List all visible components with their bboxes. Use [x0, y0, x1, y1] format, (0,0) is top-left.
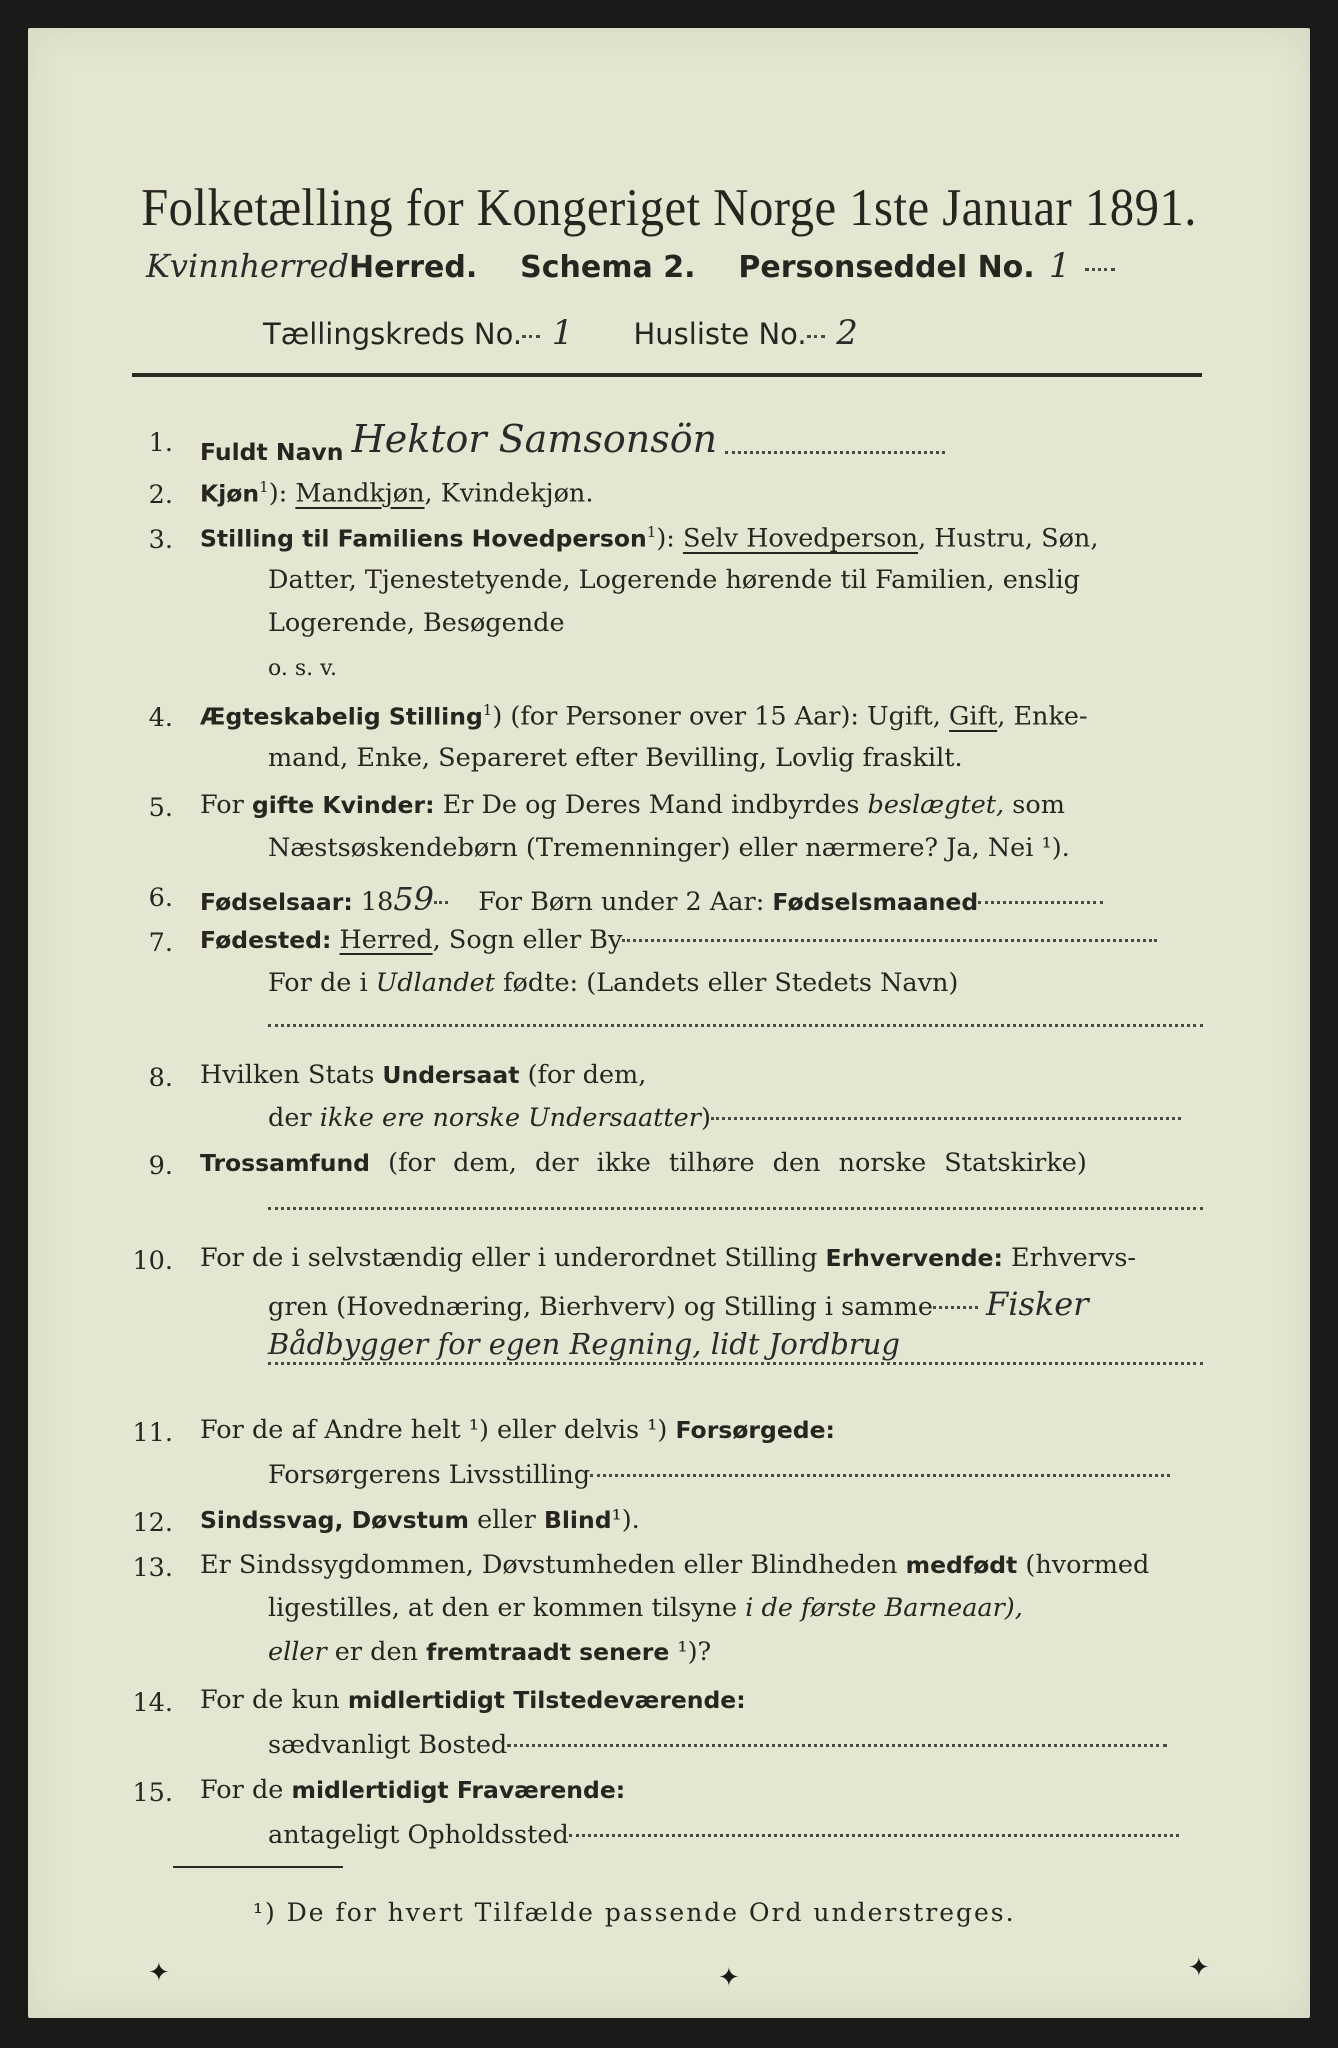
item-13-line3-label: fremtraadt senere [426, 1638, 670, 1666]
item-8-pre: Hvilken Stats [200, 1060, 375, 1090]
item-2-label: Kjøn [200, 479, 260, 508]
item-8-number: 8. [148, 1063, 173, 1093]
occupation-value-2: Bådbygger for egen Regning, lidt Jordbrug [268, 1330, 1203, 1365]
item-7-number: 7. [148, 928, 173, 958]
item-7-line3 [268, 1013, 1203, 1039]
item-2-sup: 1 [259, 478, 269, 496]
item-1-dots [725, 451, 945, 454]
birthplace-selected: Herred [339, 925, 433, 955]
item-7-blank-line [268, 1024, 1203, 1027]
item-10-post: Erhvervs- [1011, 1243, 1137, 1273]
personseddel-dots [1085, 268, 1115, 271]
item-5-label: gifte Kvinder: [251, 791, 435, 819]
item-3-line2: Datter, Tjenestetyende, Logerende hørende til Familien, enslig [268, 565, 1080, 595]
item-6-dots-b [978, 901, 1103, 904]
item-15-label: midlertidigt Fraværende: [291, 1776, 626, 1804]
item-4-text2: Enke- [1013, 701, 1088, 732]
item-15-number: 15. [132, 1778, 173, 1808]
footnote-divider [173, 1866, 343, 1868]
item-6-label: Fødselsaar: [200, 888, 353, 916]
husliste-dots [807, 335, 825, 338]
item-6-number: 6. [148, 883, 173, 913]
herred-label: Herred. [349, 250, 478, 285]
item-15-line1 [200, 1775, 626, 1805]
item-4-text1: (for Personer over 15 Aar): Ugift, [510, 701, 941, 732]
item-8-line2-italic: ikke ere norske Undersaatter [319, 1103, 701, 1133]
item-10-pre: For de i selvstændig eller i underordnet Stilling [200, 1243, 818, 1273]
item-7-line2-post: fødte: (Landets eller Stedets Navn) [503, 968, 959, 998]
item-8-line1 [200, 1060, 647, 1090]
item-11-label: Forsørgede: [675, 1416, 835, 1444]
item-2-line: Kjøn$^1$): Mandkjøn, Kvindekjøn. [200, 478, 594, 509]
item-13-label: medfødt [905, 1551, 1018, 1579]
item-10-line2 [268, 1285, 1089, 1323]
item-5-line1 [200, 790, 1065, 820]
item-13-line3-mid: er den [334, 1637, 419, 1667]
item-13-line2 [268, 1593, 1023, 1623]
header-kreds-row [263, 313, 870, 353]
herred-value: Kvinnherred [146, 247, 349, 285]
item-3-line4: o. s. v. [268, 656, 337, 681]
sex-selected: Mandkjøn [295, 478, 425, 509]
item-7-line2-italic: Udlandet [375, 968, 495, 998]
item-8-line2: der ikke ere norske Undersaatter) [268, 1106, 1181, 1132]
item-12-mid: eller [477, 1505, 536, 1535]
item-3-line1: Stilling til Familiens Hovedperson$^1$): Selv Hovedperson, Hustru, Søn, [200, 523, 1099, 554]
item-7-dots [622, 939, 1157, 942]
kreds-dots [522, 335, 540, 338]
item-11-number: 11. [132, 1418, 173, 1448]
registration-mark-right-icon: ✦ [1188, 1953, 1210, 1983]
item-8-post: (for dem, [527, 1060, 647, 1090]
item-13-line1 [200, 1550, 1150, 1580]
item-14-line1 [200, 1685, 746, 1715]
personseddel-label: Personseddel No. [738, 250, 1035, 285]
item-10-dots [933, 1306, 978, 1309]
item-9-label: Trossamfund [200, 1149, 371, 1177]
header-herred-row [146, 246, 1115, 286]
item-9-line1 [200, 1148, 1087, 1178]
personseddel-value: 1 [1048, 246, 1071, 286]
item-1-line [200, 417, 945, 466]
item-8-line2-pre: der [268, 1103, 312, 1133]
item-7-rest: Sogn eller By [448, 925, 623, 955]
item-8-dots [711, 1117, 1181, 1120]
item-10-line2-text: gren (Hovednæring, Bierhverv) og Stilling i samme [268, 1292, 933, 1322]
item-9-blank-line [268, 1207, 1203, 1210]
item-14-label: midlertidigt Tilstedeværende: [347, 1686, 746, 1714]
item-4-line1: Ægteskabelig Stilling$^1$) (for Personer over 15 Aar): Ugift, Gift, Enke- [200, 701, 1088, 732]
item-10-line1 [200, 1243, 1137, 1273]
sex-option-b: Kvindekjøn. [440, 478, 594, 509]
item-15-line2 [268, 1820, 1179, 1850]
census-form-sheet [28, 28, 1310, 2018]
form-title: Folketælling for Kongeriget Norge 1ste Januar 1891. [141, 179, 1197, 237]
item-2-number: 2. [148, 480, 173, 510]
item-13-number: 13. [132, 1553, 173, 1583]
marital-selected: Gift [949, 701, 998, 732]
item-10-line3 [268, 1327, 1203, 1365]
item-10-number: 10. [132, 1246, 173, 1276]
item-13-line3 [268, 1637, 712, 1667]
schema-label: Schema 2. [520, 250, 696, 285]
item-13-line2-italic: i de første Barneaar), [745, 1593, 1023, 1623]
item-14-pre: For de kun [200, 1685, 340, 1715]
occupation-value-1: Fisker [986, 1285, 1089, 1323]
item-14-dots [507, 1744, 1167, 1747]
item-10-label: Erhvervende: [825, 1244, 1003, 1272]
item-9-number: 9. [148, 1151, 173, 1181]
item-6-text: For Børn under 2 Aar: [478, 887, 765, 917]
item-5-text2: som [1012, 790, 1065, 820]
item-6-dots-a [434, 901, 448, 904]
item-5-italic: beslægtet, [867, 790, 1005, 820]
item-11-pre: For de af Andre helt ¹) eller delvis ¹) [200, 1415, 668, 1445]
item-9-line2 [268, 1196, 1203, 1222]
registration-mark-center-icon: ✦ [718, 1963, 740, 1993]
item-1-label: Fuldt Navn [200, 438, 344, 466]
position-selected: Selv Hovedperson [682, 523, 919, 554]
item-12-text: Sindssvag, Døvstum [200, 1506, 470, 1534]
husliste-label: Husliste No. [633, 317, 807, 351]
item-4-sup: 1 [482, 701, 493, 719]
item-15-dots [569, 1834, 1179, 1837]
item-7-line2 [268, 968, 959, 998]
item-6-label2: Fødselsmaaned [772, 888, 979, 916]
item-3-sup: 1 [646, 523, 657, 541]
item-12-number: 12. [132, 1508, 173, 1538]
item-1-number: 1. [148, 428, 173, 458]
item-13-pre: Er Sindssygdommen, Døvstumheden eller Blindheden [200, 1550, 898, 1580]
item-3-rest1: Hustru, Søn, [934, 523, 1099, 554]
item-4-number: 4. [148, 703, 173, 733]
birth-year-value: 59 [393, 880, 435, 918]
birth-year-prefix: 18 [360, 887, 394, 917]
item-11-line1 [200, 1415, 835, 1445]
item-14-line2 [268, 1730, 1167, 1760]
item-8-label: Undersaat [382, 1061, 520, 1089]
item-7-label: Fødested: [200, 926, 332, 954]
kreds-label: Tællingskreds No. [263, 317, 523, 351]
item-11-line2-text: Forsørgerens Livsstilling [268, 1460, 591, 1490]
item-11-line2 [268, 1460, 1170, 1490]
item-7-line1: Fødested: Herred, Sogn eller By [200, 928, 1157, 954]
item-4-label: Ægteskabelig Stilling [200, 702, 483, 731]
kreds-value: 1 [551, 313, 574, 353]
item-5-text1: Er De og Deres Mand indbyrdes [442, 790, 860, 820]
item-13-line3-post: ¹)? [677, 1637, 712, 1667]
item-5-pre: For [200, 790, 244, 820]
item-13-post: (hvormed [1025, 1550, 1150, 1580]
item-4-line2: mand, Enke, Separeret efter Bevilling, Lovlig fraskilt. [268, 743, 963, 773]
item-3-line3: Logerende, Besøgende [268, 608, 565, 638]
registration-mark-left-icon: ✦ [148, 1958, 170, 1988]
item-12-line [200, 1505, 640, 1535]
item-12-post: ¹). [611, 1505, 640, 1535]
item-5-line2: Næstsøskendebørn (Tremenninger) eller nærmere? Ja, Nei ¹). [268, 833, 1070, 863]
item-13-line3-italic: eller [268, 1637, 327, 1667]
item-6-line [200, 880, 1103, 918]
item-14-line2-text: sædvanligt Bosted [268, 1730, 508, 1760]
item-7-line2-pre: For de i [268, 968, 368, 998]
item-12-text2: Blind [543, 1506, 612, 1534]
item-15-pre: For de [200, 1775, 284, 1805]
item-5-number: 5. [148, 793, 173, 823]
husliste-value: 2 [836, 313, 858, 353]
item-11-dots [590, 1474, 1170, 1477]
footnote: ¹) De for hvert Tilfælde passende Ord understreges. [253, 1898, 1016, 1927]
header-divider [132, 373, 1202, 377]
item-15-line2-text: antageligt Opholdssted [268, 1820, 569, 1850]
item-14-number: 14. [132, 1688, 173, 1718]
item-3-label: Stilling til Familiens Hovedperson [200, 524, 647, 553]
item-13-line2-pre: ligestilles, at den er kommen tilsyne [268, 1593, 738, 1623]
full-name-value: Hektor Samsonsön [351, 417, 718, 461]
item-9-text: (for dem, der ikke tilhøre den norske Statskirke) [388, 1148, 1087, 1178]
item-3-number: 3. [148, 525, 173, 555]
